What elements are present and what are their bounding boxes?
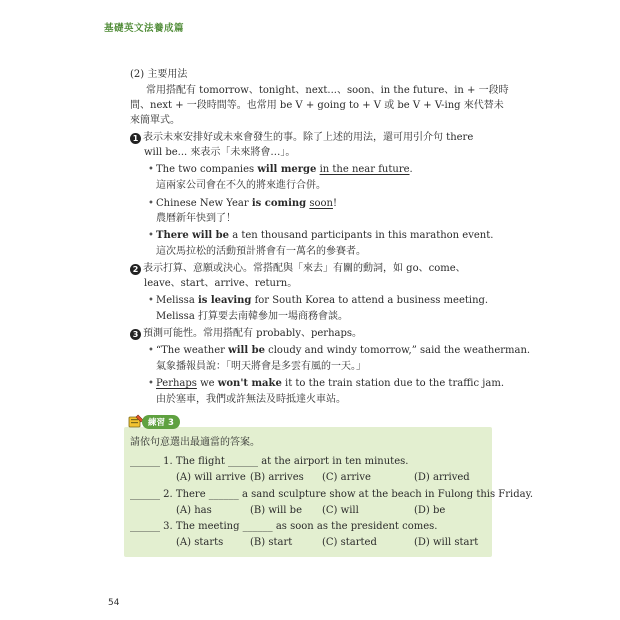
option-b: (B) will be [250, 505, 302, 516]
option-c: (C) arrive [322, 472, 371, 483]
option-d: (D) be [414, 505, 446, 516]
page-number: 54 [108, 598, 120, 608]
option-d: (D) arrived [414, 472, 470, 483]
option-c: (C) will [322, 505, 359, 516]
point-2-line-1: 2 表示打算、意願或決心。常搭配與「來去」有關的動詞，如 go、come、 [130, 262, 466, 276]
point-1-number: 1 [130, 133, 141, 144]
example-sentence: • The two companies will merge in the near future. [148, 164, 413, 175]
example-sentence: • “The weather will be cloudy and windy tomorrow,” said the weatherman. [148, 345, 531, 356]
option-b: (B) start [250, 537, 293, 548]
option-d: (D) will start [414, 537, 479, 548]
point-3-number: 3 [130, 329, 141, 340]
example-translation: 這兩家公司會在不久的將來進行合併。 [156, 180, 326, 191]
point-1-line-1: 1 表示未來安排好或未來會發生的事。除了上述的用法，還可用引介句 there [130, 131, 473, 145]
example-sentence: • Melissa is leaving for South Korea to attend a business meeting. [148, 295, 489, 306]
point-2-number: 2 [130, 264, 141, 275]
intro-line-3: 來簡單式。 [130, 115, 180, 126]
example-sentence: • Chinese New Year is coming soon! [148, 198, 338, 209]
question-2: ______ 2. There ______ a sand sculpture show at the beach in Fulong this Friday. [130, 489, 534, 500]
example-sentence: • There will be a ten thousand participants in this marathon event. [148, 230, 494, 241]
example-translation: 氣象播報員說：「明天將會是多雲有風的一天。」 [156, 361, 366, 372]
running-header: 基礎英文法養成篇 [104, 23, 185, 34]
intro-line-2: 間、next + 一段時間等。也常用 be V + going to + V 或 be V + V-ing 來代替未 [130, 100, 504, 111]
question-1: ______ 1. The flight ______ at the airport in ten minutes. [130, 456, 409, 467]
question-3: ______ 3. The meeting ______ as soon as the president comes. [130, 521, 438, 532]
option-b: (B) arrives [250, 472, 304, 483]
point-2-line-2: leave、start、arrive、return。 [144, 278, 298, 289]
option-a: (A) will arrive [176, 472, 246, 483]
option-a: (A) starts [176, 537, 224, 548]
example-translation: 由於塞車，我們或許無法及時抵達火車站。 [156, 394, 346, 405]
point-1-line-2: will be... 來表示「未來將會…」。 [144, 147, 296, 158]
example-translation: 農曆新年快到了！ [156, 213, 236, 224]
point-3-line-1: 3 預測可能性。常用搭配有 probably、perhaps。 [130, 327, 362, 341]
section-title: (2) 主要用法 [130, 69, 188, 80]
option-a: (A) has [176, 505, 212, 516]
exercise-instruction: 請依句意選出最適當的答案。 [130, 437, 260, 448]
option-c: (C) started [322, 537, 377, 548]
example-translation: Melissa 打算要去南韓參加一場商務會談。 [156, 311, 348, 322]
intro-line-1: 常用搭配有 tomorrow、tonight、next...、soon、in the future、in + 一段時 [146, 85, 509, 96]
example-translation: 這次馬拉松的活動預計將會有一萬名的參賽者。 [156, 246, 366, 257]
example-sentence: • Perhaps we won't make it to the train station due to the traffic jam. [148, 378, 505, 389]
